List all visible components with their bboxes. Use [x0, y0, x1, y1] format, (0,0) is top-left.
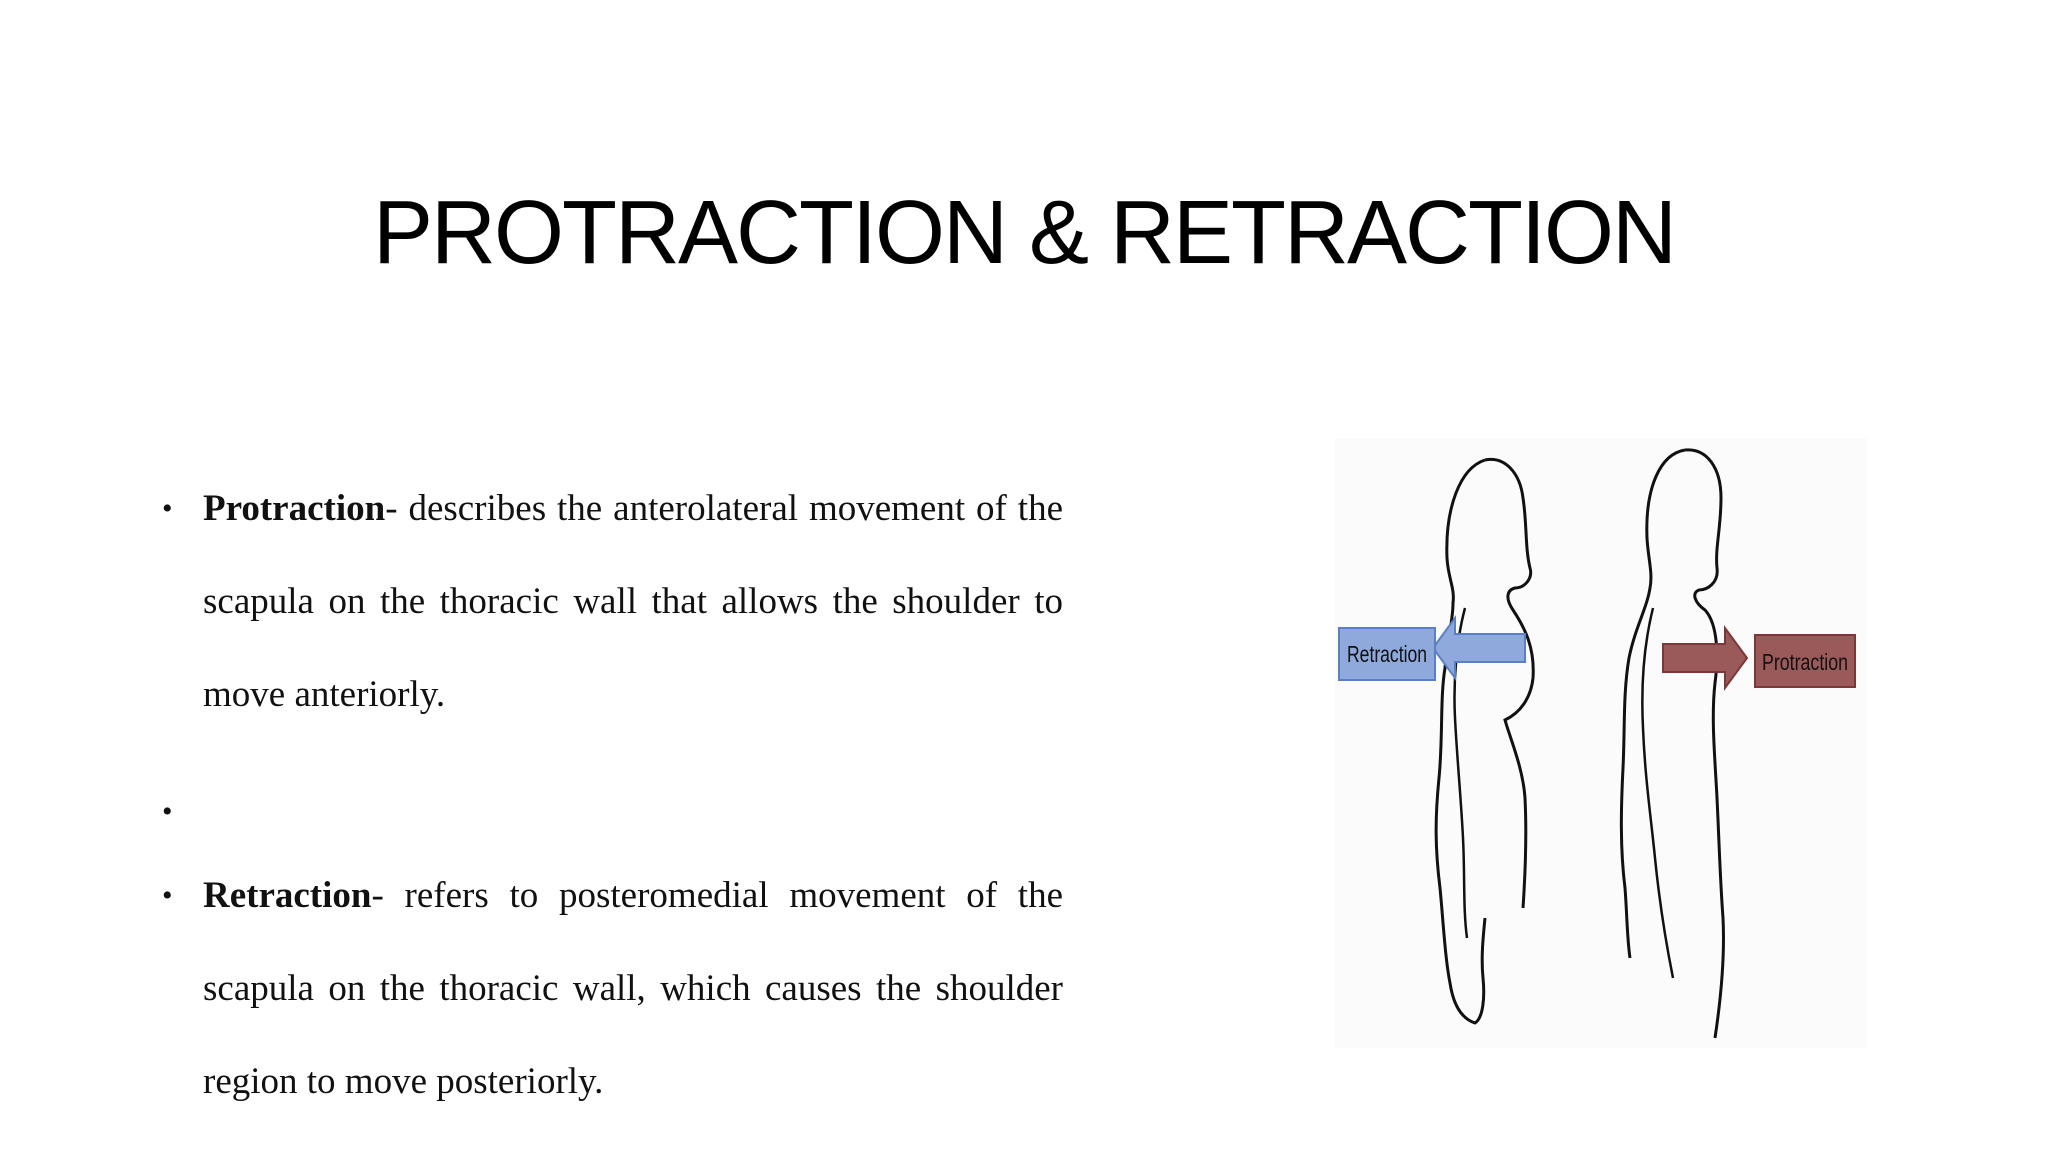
term-retraction: Retraction — [203, 875, 372, 916]
term-protraction: Protraction — [203, 488, 386, 529]
figure-left-outline — [1436, 460, 1485, 1023]
bullet-dot-icon: • — [162, 879, 173, 912]
retraction-label: Retraction — [1347, 641, 1427, 667]
figure-right-back — [1685, 450, 1724, 1038]
bullet-item-empty — [158, 741, 1063, 841]
retraction-arrow-icon — [1433, 618, 1525, 678]
bullet-item-retraction — [158, 849, 1063, 1128]
bullet-list — [158, 462, 1063, 1128]
illustration-svg — [1335, 438, 1867, 1048]
definition-protraction: - describes the anterolateral movement of the scapula on the thoracic wall that allows the shoulder to move anteriorly. — [203, 488, 1063, 715]
protraction-arrow-icon — [1663, 628, 1747, 688]
bullet-item-protraction — [158, 462, 1063, 741]
bullet-paragraph — [203, 849, 1063, 1128]
figure-left-back — [1485, 459, 1533, 908]
figure-right-outline — [1621, 450, 1685, 958]
protraction-label: Protraction — [1762, 649, 1848, 675]
bullet-dot-icon: • — [162, 492, 173, 525]
bullet-dot-icon: • — [162, 795, 173, 828]
bullet-paragraph — [203, 462, 1063, 741]
protraction-retraction-illustration — [1335, 438, 1867, 1048]
slide-title: PROTRACTION & RETRACTION — [372, 183, 1676, 283]
definition-retraction: - refers to posteromedial movement of the scapula on the thoracic wall, which causes the shoulder region to move posteriorly. — [203, 875, 1063, 1102]
